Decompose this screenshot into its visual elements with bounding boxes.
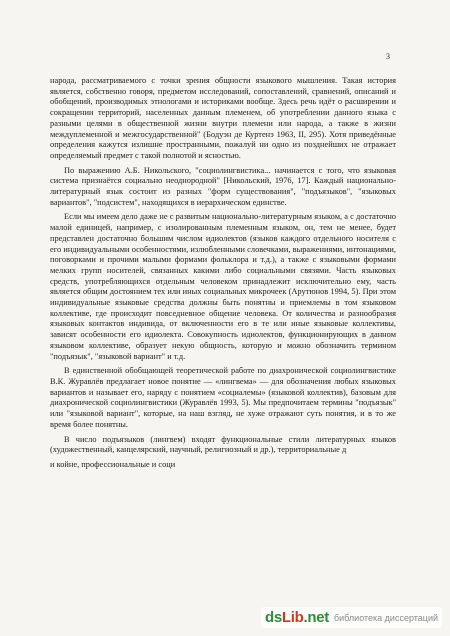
watermark-caption: библиотека диссертаций [333, 612, 438, 623]
paragraph-2: По выражению А.Б. Никольского, "социолингвистика... начинается с того, что языковая система признаётся социально неоднородной" [Никольский, 1976, 17]. Каждый национально-литературный язык состоит из разных "форм существования", "подъязыков", "языковых вариантов", "подсистем", находящихся в иерархическом единстве. [50, 165, 396, 207]
page-number: 3 [386, 52, 390, 61]
dslib-logo: dsLib.net [265, 609, 329, 626]
paragraph-3: Если мы имеем дело даже не с развитым национально-литературным языком, а с достаточно малой единицей, например, с изолированным племенным языком, он, тем не менее, будет представлен достаточно большим числом идиолектов (языков каждого отдельного носителя с его индивидуальными особенностями, излюбленными словечками, выражениями, интонациями, поговорками и прочими малыми формами фольклора и т.д.), а также с языковыми формами мелких групп носителей, связанных какими либо социальными связями. Часть языковых средств, употребляющихся отдельным человеком принадлежит исключительно ему, часть является общим достоянием тех или иных социальных микрочеек (Арутюнов 1994, 5). При этом индивидуальные языковые средства должны быть понятны и приемлемы в том языковом коллективе, где происходит повседневное общение человека. От количества и разнообразия языковых контактов индивида, от включенности его в те или иные языковые коллективы, зависят особенности его идиолекта. Совокупность идиолектов, функционирующих в данном языковом коллективе, образует некую общность, которую и можно обозначить термином "подъязык", "языковой вариант" и т.д. [50, 212, 396, 361]
watermark[interactable] [261, 607, 442, 628]
paragraph-1: народа, рассматриваемого с точки зрения общности языкового мышления. Такая история является, собственно говоря, предметом исследований, сопоставлений, сравнений, описаний и обобщений, производимых этнологами и историками вообще. Здесь речь идёт о расширении и сокращении территорий, населенных данным племенем, об употреблении данного языка с разными целями в общественной жизни внутри племени или народа, а также в жизни междуплеменной и межгосударственной" (Бодуэн де Куртенэ 1963, II, 295). Хотя приведённые определения кажутся излишне пространными, пожалуй ни одно из позднейших не отражает определяемый предмет с такой полнотой и ясностью. [50, 76, 396, 160]
document-body [50, 76, 396, 475]
paragraph-6: и койне, профессиональные и соци [50, 459, 176, 469]
paragraph-4: В единственной обобщающей теоретической работе по диахронической социолингвистике В.К. Журавлёв предлагает новое понятие — «лингвема» — для обозначения любых языковых вариантов и называет его, наряду с понятием «социалемы» (языковой коллектив), базовым для диахронической социолингвистики (Журавлёв 1993, 5). Мы предпочитаем термины "подъязык" или "языковой вариант", которые, на наш взгляд, не хуже отражают суть понятия, и в то же время более понятны. [50, 366, 396, 429]
paragraph-5: В число подъязыков (лингвем) входят функциональные стили литературных языков (художественный, канцелярский, научный, религиозный и др.), территориальные д [50, 434, 396, 455]
